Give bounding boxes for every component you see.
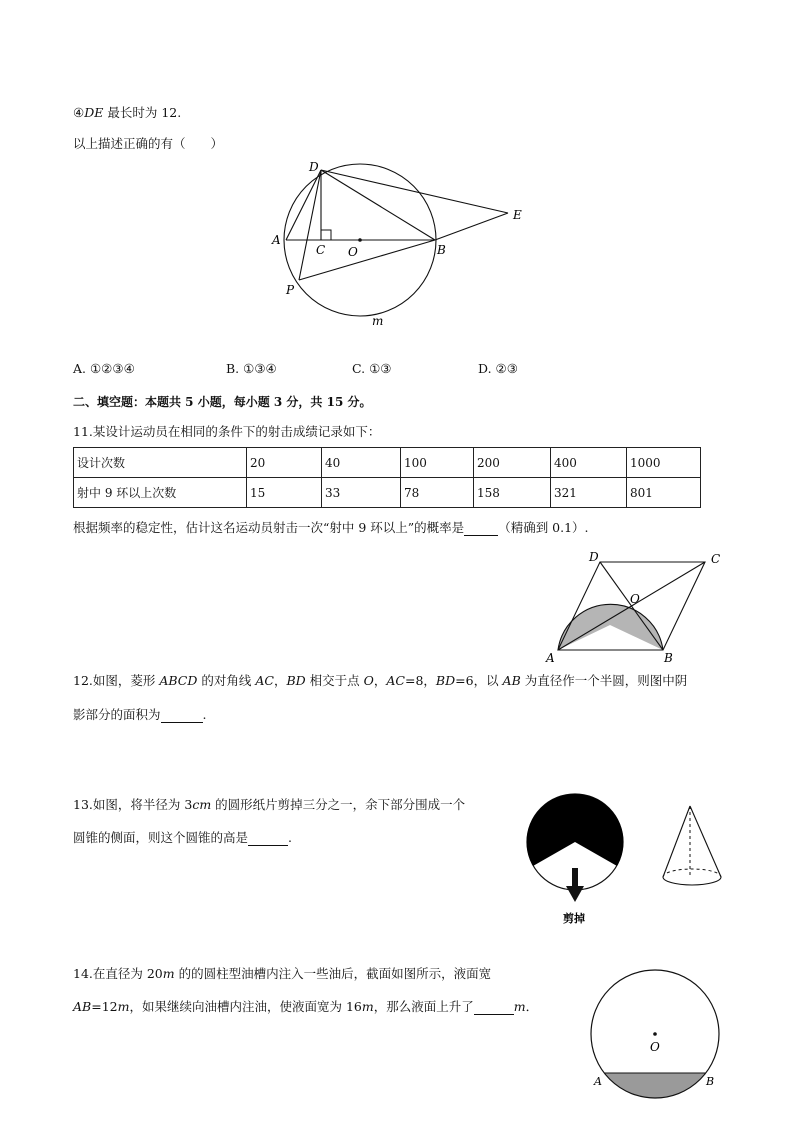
label-B: B — [664, 651, 673, 665]
table-cell: 40 — [322, 448, 401, 478]
cut-label: 剪掉 — [563, 912, 585, 925]
table-cell: 15 — [247, 478, 322, 508]
label-C: C — [711, 552, 721, 566]
table-cell: 158 — [474, 478, 551, 508]
label-A: A — [546, 651, 555, 665]
label-C: C — [316, 243, 326, 257]
section-heading: 二、填空题：本题共 5 小题，每小题 3 分，共 15 分。 — [73, 395, 372, 409]
q13-line1: 13.如图，将半径为 3cm 的圆形纸片剪掉三分之一，余下部分围成一个 — [73, 797, 466, 812]
label-A: A — [594, 1075, 602, 1088]
table-cell: 1000 — [627, 448, 701, 478]
label-P: P — [286, 283, 295, 297]
option-c: C. ①③ — [352, 361, 392, 376]
q14-line2: AB=12m，如果继续向油槽内注油，使液面宽为 16m，那么液面上升了 m． — [73, 999, 539, 1014]
option-b: B. ①③④ — [226, 361, 277, 376]
label-D: D — [309, 160, 319, 174]
label-O: O — [348, 245, 358, 259]
q11-question: 根据频率的稳定性，估计这名运动员射击一次“射中 9 环以上”的概率是 （精确到 0.1）. — [73, 520, 589, 535]
table-cell: 100 — [401, 448, 474, 478]
label-D: D — [589, 550, 599, 564]
table-cell: 射中 9 环以上次数 — [74, 478, 247, 508]
table-cell: 801 — [627, 478, 701, 508]
label-B: B — [437, 243, 446, 257]
label-O: O — [630, 592, 640, 606]
table-cell: 200 — [474, 448, 551, 478]
q12-line2: 影部分的面积为 . — [73, 707, 207, 722]
q11-stem: 11.某设计运动员在相同的条件下的射击成绩记录如下： — [73, 424, 381, 439]
q13-line2: 圆锥的侧面，则这个圆锥的高是 . — [73, 830, 292, 845]
option-a: A. ①②③④ — [73, 361, 135, 376]
q14-line1: 14.在直径为 20m 的的圆柱型油槽内注入一些油后，截面如图所示，液面宽 — [73, 966, 492, 981]
table-cell: 20 — [247, 448, 322, 478]
q12-line1: 12.如图，菱形 ABCD 的对角线 AC，BD 相交于点 O，AC=8，BD=6，以 AB 为直径作一个半圆，则图中阴 — [73, 673, 688, 688]
label-A: A — [272, 233, 281, 247]
table-cell: 400 — [551, 448, 627, 478]
q10-item4: ④DE 最长时为 12. — [73, 105, 182, 120]
label-B: B — [706, 1075, 715, 1088]
label-O: O — [650, 1040, 660, 1054]
q10-prompt: 以上描述正确的有（ ） — [73, 136, 224, 151]
option-d: D. ②③ — [478, 361, 518, 376]
table-cell: 78 — [401, 478, 474, 508]
table-cell: 321 — [551, 478, 627, 508]
table-cell: 33 — [322, 478, 401, 508]
label-E: E — [513, 208, 522, 222]
table-cell: 设计次数 — [74, 448, 247, 478]
label-m: m — [372, 314, 384, 328]
